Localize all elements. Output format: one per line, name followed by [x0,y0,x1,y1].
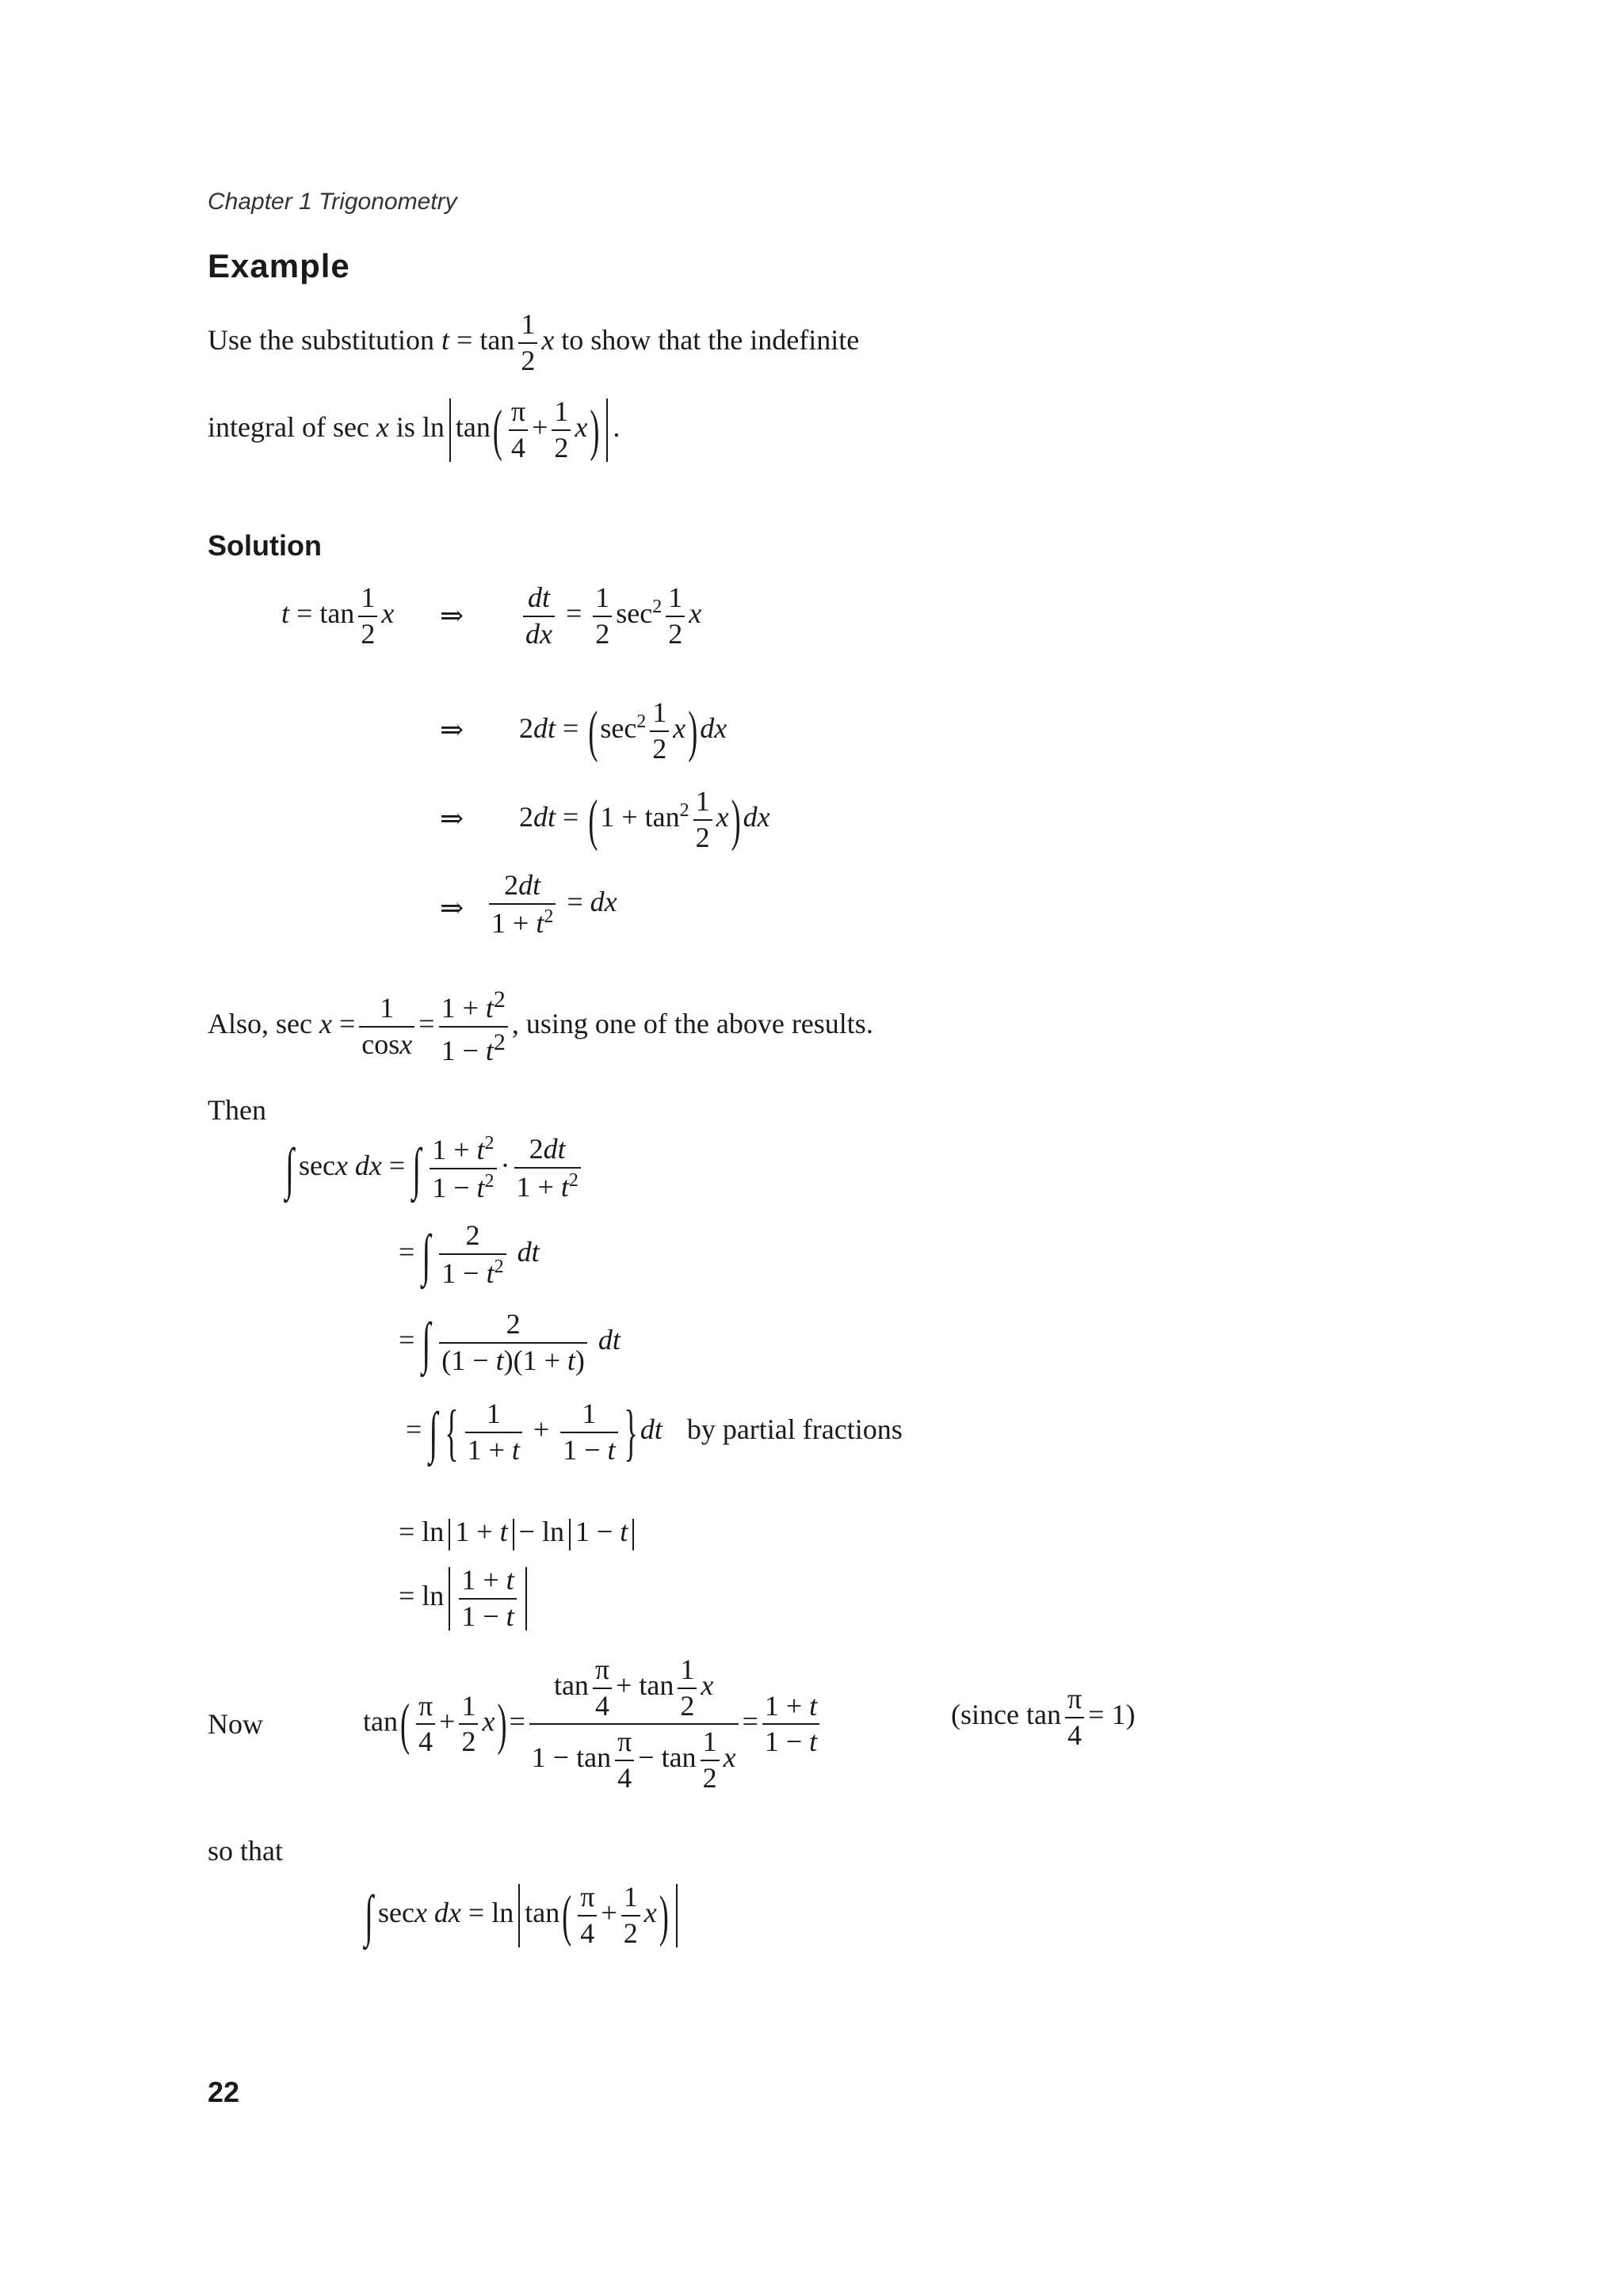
since-text: (since [951,1698,1019,1730]
now-text: Now [208,1708,263,1740]
final-result: ∫ secx dx = ln tan( $\frac{\pi}{4}$ + $\frac{1}{2}$ x) [365,1882,682,1949]
partial-fractions-text: by partial fractions [686,1413,903,1445]
page-number: 22 [208,2076,240,2108]
step-1-rhs: $\frac{dt}{dx}$ = $\frac{1}{2}$ $\sec^2$ $\frac{1}{2}$ x [519,582,701,650]
integral-line-1: ∫ secx dx = ∫ $\frac{1 + t^2}{1 - t^2}$ · $\frac{2dt}{1 + t^2}$ [285,1133,585,1203]
integral-line-2: = ∫ $\frac{2}{1 - t^2}$ dt [399,1219,540,1289]
solution-heading: Solution [208,529,322,562]
integral-line-4: = ∫ { $\frac{1}{1 + t}$ + $\frac{1}{1 - t}$ }dt by partial fractions [406,1397,903,1467]
step-1-lhs: t = tan $\frac{1}{2}$ x [281,582,395,650]
also-tail: , using one of the above results. [511,1007,873,1039]
since-note: (since tan $\frac{\pi}{4}$ = 1) [951,1683,1136,1751]
step-3: $2dt = (1 + \tan^2$ $\frac{1}{2}$ x)dx [519,785,770,853]
step-4: $\frac{2dt}{1 + t^2}$ = dx [485,870,617,939]
example-text-3: integral of sec [208,410,369,443]
implies-arrow-1: ⇒ [440,600,464,631]
tan-sum-identity: tan( $\frac{\pi}{4}$ + $\frac{1}{2}$ x)= tan $\frac{\pi}{4}$ + tan $\frac{1}{2}$ x 1 − tan $\frac{\pi}{4}$ − tan $\frac{1}{2}$ x = $\frac{1 + t}{1 - t}$ [363,1654,823,1794]
ln-line-1: = ln 1 + t − ln 1 − t [399,1515,639,1550]
example-text-4: is [395,410,415,443]
also-line: Also, sec x = $\frac{1}{\cos x}$ = $\frac{1 + t^2}{1 - t^2}$ , using one of the above results. [208,986,873,1066]
integral-line-3: = ∫ $\frac{2}{(1 - t)(1 + t)}$ dt [399,1308,621,1376]
then-text: Then [208,1094,266,1126]
example-text-1: Use the substitution [208,323,434,356]
also-text: Also, sec [208,1007,312,1039]
example-text-2: to show that the indefinite [561,323,860,356]
example-line-1: Use the substitution t = tan $\frac{1}{2}$ x to show that the indefinite [208,308,860,376]
example-line-2: integral of sec x is ln tan( $\frac{\pi}{4}$ + $\frac{1}{2}$ x) . [208,395,621,463]
so-that-text: so that [208,1835,283,1867]
implies-arrow-2: ⇒ [440,714,464,746]
chapter-header: Chapter 1 Trigonometry [208,189,457,215]
ln-line-2: = ln $\frac{1 + t}{1 - t}$ [399,1565,532,1632]
implies-arrow-4: ⇒ [440,892,464,924]
implies-arrow-3: ⇒ [440,803,464,834]
example-heading: Example [208,247,350,284]
step-2: $2dt = (\sec^2$ $\frac{1}{2}$ x)dx [519,696,727,765]
